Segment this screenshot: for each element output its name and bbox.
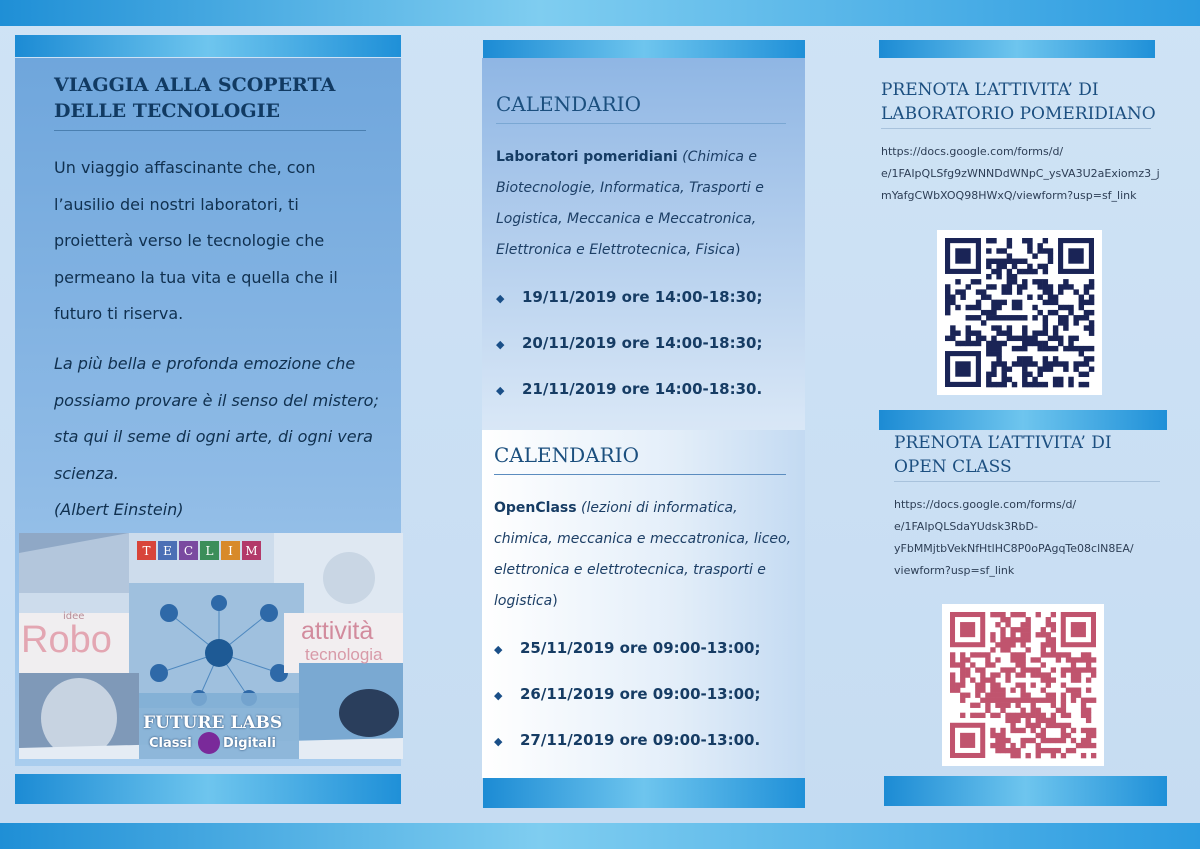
calendar-2-date-1 xyxy=(494,639,761,657)
collage-image xyxy=(19,533,403,759)
quote-text: La più bella e profonda emozione che possiamo provare è il senso del mistero; sta qui il seme di ogni arte, di ogni vera scienza. xyxy=(54,354,379,483)
calendar-rule-1 xyxy=(496,123,786,124)
booking-title-2 xyxy=(894,431,1112,479)
calendar-2-detail-close: ) xyxy=(552,593,558,609)
idee-word: idee xyxy=(63,611,85,622)
date-text: 19/11/2019 ore 14:00-18:30; xyxy=(522,288,763,306)
bottom-frame-band xyxy=(0,823,1200,849)
calendar-2-label: OpenClass xyxy=(494,500,577,516)
url-line: e/1FAIpQLSdaYUdsk3RbD- xyxy=(894,520,1038,533)
qr-code-laboratorio xyxy=(937,230,1102,395)
booking-title-2-line1: PRENOTA L’ATTIVITA’ DI xyxy=(894,433,1112,453)
date-text: 20/11/2019 ore 14:00-18:30; xyxy=(522,334,763,352)
qr-code-icon xyxy=(942,604,1104,766)
date-text: 21/11/2019 ore 14:00-18:30. xyxy=(522,380,763,398)
url-line: https://docs.google.com/forms/d/ xyxy=(894,498,1077,511)
url-line: viewform?usp=sf_link xyxy=(894,564,1015,577)
diamond-bullet-icon: ◆ xyxy=(496,292,505,305)
diamond-bullet-icon: ◆ xyxy=(496,338,505,351)
calendar-heading-1: CALENDARIO xyxy=(496,92,641,116)
left-title-rule xyxy=(54,130,366,131)
calendar-1-date-3 xyxy=(496,380,762,398)
booking-rule-1 xyxy=(881,128,1151,129)
future-labs-logo: FUTURE LABS xyxy=(143,713,283,733)
date-text: 25/11/2019 ore 09:00-13:00; xyxy=(520,639,761,657)
logo-letter: I xyxy=(221,541,240,560)
date-text: 26/11/2019 ore 09:00-13:00; xyxy=(520,685,761,703)
booking-url-2[interactable] xyxy=(894,494,1174,582)
diamond-bullet-icon: ◆ xyxy=(494,689,503,702)
logo-letter: L xyxy=(200,541,219,560)
booking-rule-2 xyxy=(894,481,1160,482)
date-text: 27/11/2019 ore 09:00-13:00. xyxy=(520,731,761,749)
calendar-1-detail: (Chimica e Biotecnologie, Informatica, Trasporti e Logistica, Meccanica e Meccatronica, Elettronica e Elettrotecnica, Fisica xyxy=(496,149,764,258)
left-top-bar xyxy=(15,35,401,57)
url-line: mYafgCWbXOQ98HWxQ/viewform?usp=sf_link xyxy=(881,189,1137,202)
diamond-bullet-icon: ◆ xyxy=(494,643,503,656)
intro-text: Un viaggio affascinante che, con l’ausilio dei nostri laboratori, ti proietterà verso le tecnologie che permeano la tua vita e quella che il futuro ti riserva. xyxy=(54,158,338,323)
digitali-word: Digitali xyxy=(223,736,276,751)
einstein-quote xyxy=(54,346,384,529)
booking-title-1-line2: LABORATORIO POMERIDIANO xyxy=(881,104,1156,124)
booking-title-1 xyxy=(881,78,1156,126)
middle-top-bar xyxy=(483,40,805,58)
logo-letter: M xyxy=(242,541,261,560)
calendar-2-date-2 xyxy=(494,685,761,703)
attivita-word: attività xyxy=(301,617,374,645)
url-line: yFbMMjtbVekNfHtlHC8P0oPAgqTe08clN8EA/ xyxy=(894,542,1134,555)
robo-word: Robo xyxy=(21,619,112,661)
tecnologia-word: tecnologia xyxy=(305,645,383,664)
calendar-1-date-2 xyxy=(496,334,763,352)
booking-url-1[interactable] xyxy=(881,141,1161,207)
url-line: e/1FAIpQLSfg9zWNNDdWNpC_ysVA3U2aExiomz3_j xyxy=(881,167,1160,180)
left-bottom-bar xyxy=(15,774,401,804)
middle-bottom-bar xyxy=(483,778,805,808)
left-title: VIAGGIA ALLA SCOPERTA DELLE TECNOLOGIE xyxy=(54,74,336,122)
quote-author: (Albert Einstein) xyxy=(54,500,184,519)
right-top-bar xyxy=(879,40,1155,58)
calendar-2-description xyxy=(494,493,794,617)
qr-code-open-class xyxy=(942,604,1104,766)
calendar-1-detail-close: ) xyxy=(735,242,741,258)
booking-title-1-line1: PRENOTA L’ATTIVITA’ DI xyxy=(881,80,1099,100)
booking-title-2-line2: OPEN CLASS xyxy=(894,457,1012,477)
calendar-1-date-1 xyxy=(496,288,763,306)
teclim-logo xyxy=(137,541,261,560)
calendar-1-description xyxy=(496,142,786,266)
calendar-2-date-3 xyxy=(494,731,760,749)
calendar-heading-2: CALENDARIO xyxy=(494,443,639,467)
diamond-bullet-icon: ◆ xyxy=(494,735,503,748)
logo-letter: T xyxy=(137,541,156,560)
logo-letter: C xyxy=(179,541,198,560)
right-bottom-bar xyxy=(884,776,1167,806)
top-frame-band xyxy=(0,0,1200,26)
qr-code-icon xyxy=(937,230,1102,395)
calendar-rule-2 xyxy=(494,474,786,475)
calendar-1-label: Laboratori pomeridiani xyxy=(496,149,678,165)
classi-word: Classi xyxy=(149,736,192,751)
calendar-2-detail: (lezioni di informatica, chimica, meccanica e meccatronica, liceo, elettronica e elettrotecnica, trasporti e logistica xyxy=(494,500,792,609)
url-line: https://docs.google.com/forms/d/ xyxy=(881,145,1064,158)
right-center-bar xyxy=(879,410,1167,430)
logo-letter: E xyxy=(158,541,177,560)
diamond-bullet-icon: ◆ xyxy=(496,384,505,397)
